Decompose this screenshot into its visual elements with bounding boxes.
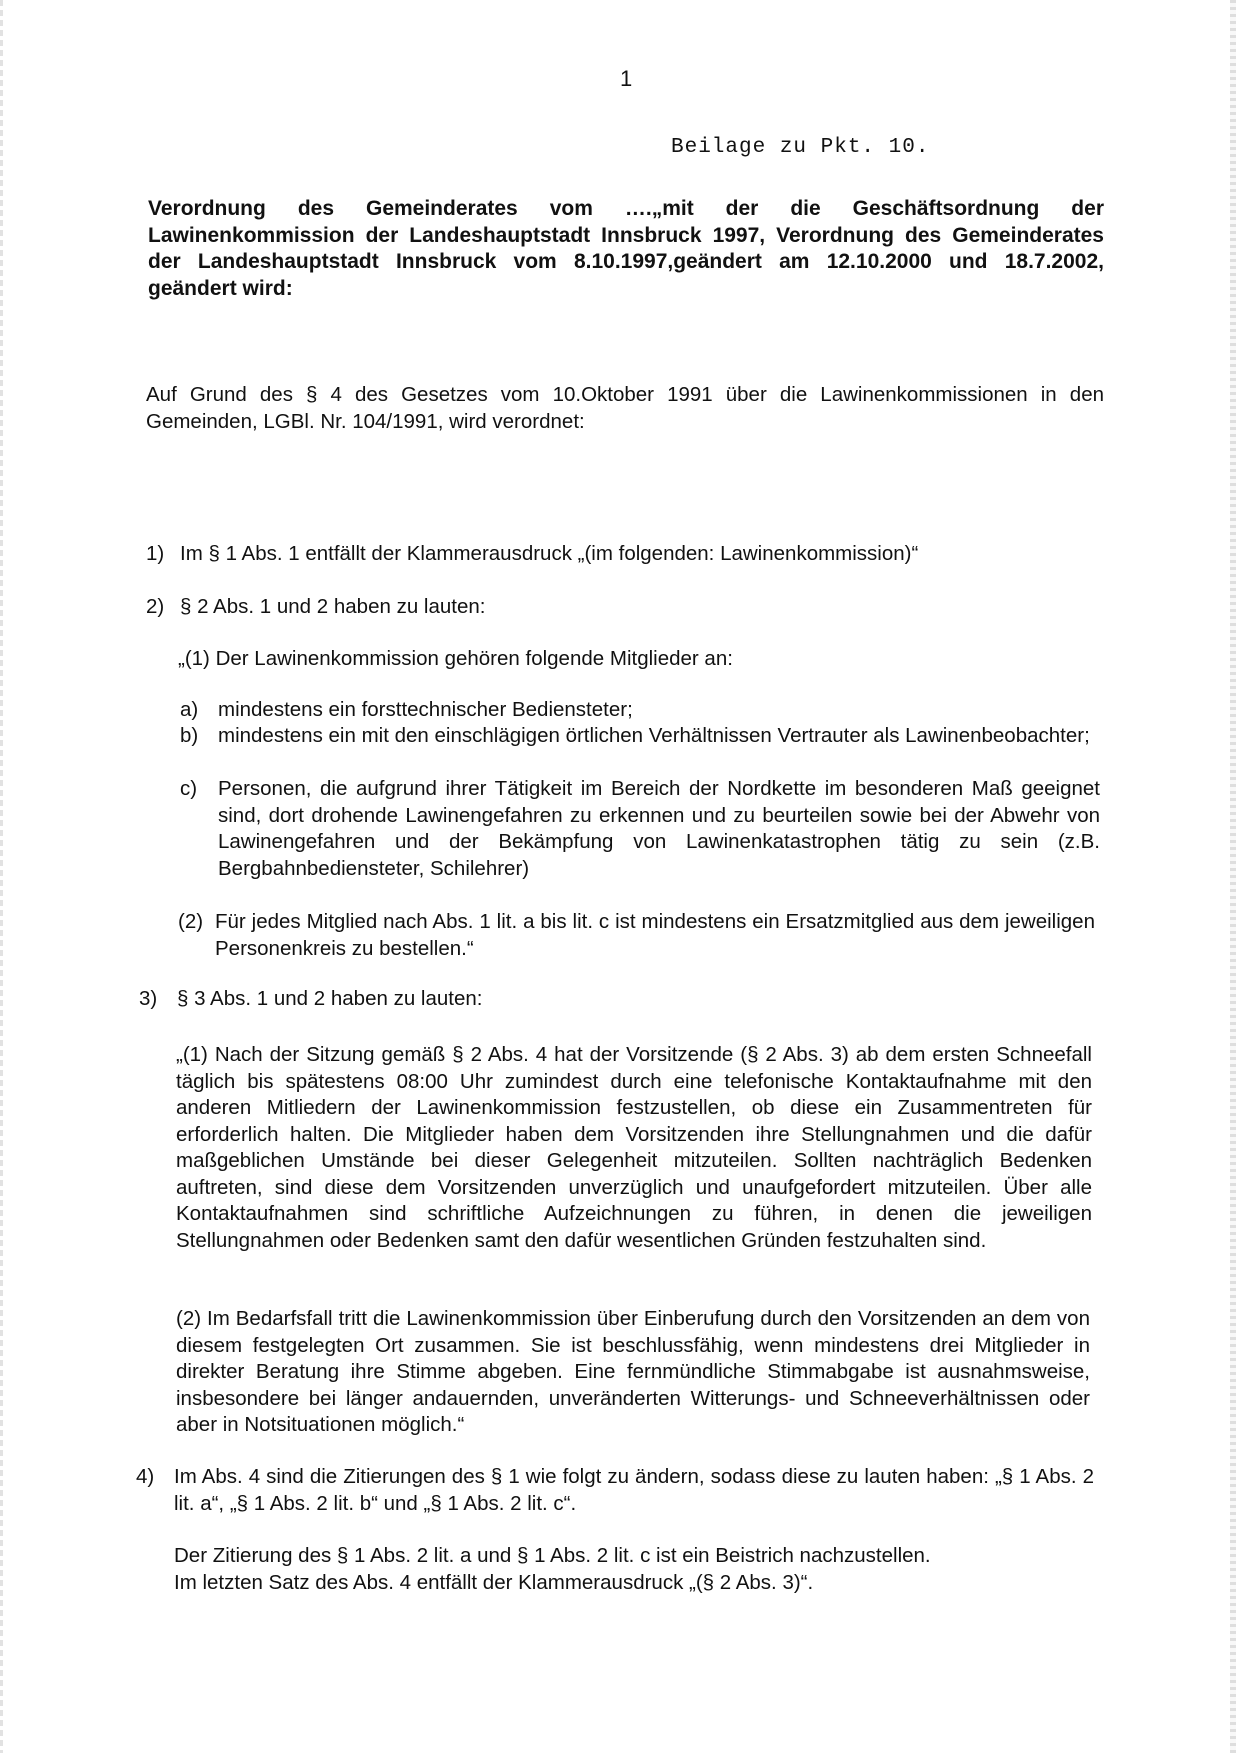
subitem-text: Personen, die aufgrund ihrer Tätigkeit im Bereich der Nordkette im besonderen Maß geeignet sind, dort drohende Lawinengefahren zu erkennen und zu beurteilen sowie bei der Abwehr von Lawinengefahren und der Bekämpfung von Lawinenkatastrophen tätig zu sein (z.B. Bergbahnbediensteter, Schilehrer) — [218, 777, 1100, 880]
subitem-text: mindestens ein forsttechnischer Bediensteter; — [218, 698, 633, 721]
scan-edge-left — [0, 0, 3, 1753]
document-title: Verordnung des Gemeinderates vom ….„mit der die Geschäftsordnung der Lawinenkommission der Landeshauptstadt Innsbruck 1997, Verordnung des Gemeinderates der Landeshauptstadt Innsbruck vom 8.10.1997,geändert am 12.10.2000 und 18.7.2002, geändert wird: — [148, 197, 1104, 300]
item-text: Im § 1 Abs. 1 entfällt der Klammerausdruck „(im folgenden: Lawinenkommission)“ — [180, 542, 919, 565]
item-text: § 3 Abs. 1 und 2 haben zu lauten: — [177, 987, 483, 1010]
section3-para2: (2) Im Bedarfsfall tritt die Lawinenkommission über Einberufung durch den Vorsitzenden an dem von diesem festgelegten Ort zusammen. Sie ist beschlussfähig, wenn mindestens drei Mitglieder in direkter Beratung ihre Stimme abgeben. Eine fernmündliche Stimmabgabe ist ausnahmsweise, insbesondere bei länger andauernden, unveränderten Witterungs- und Schneeverhältnissen oder aber in Notsituationen möglich.“ — [176, 1307, 1090, 1436]
item-number: 4) — [136, 1465, 155, 1488]
subitem-text: mindestens ein mit den einschlägigen örtlichen Verhältnissen Vertrauter als Lawinenbeobachter; — [218, 724, 1090, 747]
page-number: 1 — [620, 66, 633, 91]
item-number: 1) — [146, 542, 165, 565]
paragraph-number: (2) — [178, 910, 204, 933]
item-4 — [136, 1464, 1096, 1520]
subitem-letter: a) — [180, 698, 199, 721]
scan-edge-right — [1230, 0, 1236, 1753]
legal-basis-intro: Auf Grund des § 4 des Gesetzes vom 10.Oktober 1991 über die Lawinenkommissionen in den Gemeinden, LGBl. Nr. 104/1991, wird verordnet: — [146, 383, 1104, 433]
item-2 — [146, 594, 1106, 621]
paragraph-text: Für jedes Mitglied nach Abs. 1 lit. a bis lit. c ist mindestens ein Ersatzmitglied aus dem jeweiligen Personenkreis zu bestellen.“ — [215, 910, 1095, 960]
section4-line-1: Der Zitierung des § 1 Abs. 2 lit. a und § 1 Abs. 2 lit. c ist ein Beistrich nachzustellen. — [174, 1544, 931, 1567]
item-1 — [146, 541, 1106, 568]
section4-line-2: Im letzten Satz des Abs. 4 entfällt der Klammerausdruck „(§ 2 Abs. 3)“. — [174, 1570, 814, 1594]
item-text: § 2 Abs. 1 und 2 haben zu lauten: — [180, 595, 486, 618]
item-number: 3) — [139, 987, 158, 1010]
item-3 — [139, 986, 1099, 1013]
section3-para1: „(1) Nach der Sitzung gemäß § 2 Abs. 4 hat der Vorsitzende (§ 2 Abs. 3) ab dem ersten Schneefall täglich bis spätestens 08:00 Uhr zumindest durch eine telefonische Kontaktaufnahme mit den anderen Mitliedern der Lawinenkommission festzustellen, ob diese ein Zusammentreten für erforderlich halten. Die Mitglieder haben dem Vorsitzenden ihre Stellungnahmen und die dafür maßgeblichen Umstände bei dieser Gelegenheit mitzuteilen. Sollten nachträglich Bedenken auftreten, sind diese dem Vorsitzenden unverzüglich und unaufgefordert mitzuteilen. Über alle Kontaktaufnahmen sind schriftliche Aufzeichnungen zu führen, in denen die jeweiligen Stellungnahmen oder Bedenken samt den dafür wesentlichen Gründen festzuhalten sind. — [176, 1043, 1092, 1252]
subitem-letter: b) — [180, 724, 199, 747]
section2-para1-intro: „(1) Der Lawinenkommission gehören folgende Mitglieder an: — [178, 647, 733, 670]
attachment-label: Beilage zu Pkt. 10. — [671, 136, 930, 159]
item-text: Im Abs. 4 sind die Zitierungen des § 1 wie folgt zu ändern, sodass diese zu lauten haben: „§ 1 Abs. 2 lit. a“, „§ 1 Abs. 2 lit. b“ und „§ 1 Abs. 2 lit. c“. — [174, 1465, 1094, 1515]
section4-note — [174, 1543, 1104, 1596]
subitem-letter: c) — [180, 777, 198, 800]
item-number: 2) — [146, 595, 165, 618]
